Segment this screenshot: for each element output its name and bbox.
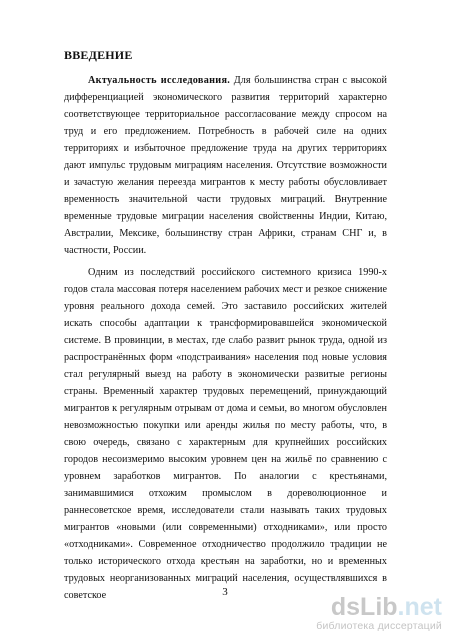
paragraph-2-text: Одним из последствий российского системного кризиса 1990-х годов стала массовая потеря населением рабочих мест и резкое снижение уровня реального дохода семей. Это заставило российских жителей искать способы адаптации к трансформировавшейся экономической системе. В провинции, в местах, где слабо развит рынок труда, одной из распространённых форм «подстраивания» населения под новые условия стал регулярный выезд на работу в экономически развитые регионы страны. Временный характер трудовых перемещений, принуждающий мигрантов к регулярным отрывам от дома и семьи, во многом обусловлен невозможностью покупки или аренды жилья по месту работы, что, в свою очередь, связано с характерным для крупнейших российских городов несоизмеримо высоким уровнем цен на жильё по сравнению с уровнем заработков мигрантов. По аналогии с крестьянами, занимавшимися отхожим промыслом в дореволюционное и раннесоветское время, исследователи стали называть таких трудовых мигрантов «новыми (или современными) отходниками», или просто «отходниками». Современное отходничество продолжило традиции не только исторического отхода крестьян на заработки, но и временных трудовых неорганизованных миграций населения, осуществлявшихся в советское: [64, 266, 387, 602]
page-number: 3: [222, 586, 228, 598]
watermark-logo-text: [292, 595, 442, 620]
watermark-logo-tld: .net: [397, 593, 442, 621]
watermark-subtitle: библиотека диссертаций: [316, 620, 442, 632]
paragraph-lead: Актуальность исследования.: [88, 75, 231, 86]
watermark-logo: [292, 595, 442, 632]
body-text: [64, 72, 387, 604]
watermark-logo-main: dsLib: [330, 593, 398, 621]
paragraph-1-text: Для большинства стран с высокой дифференциацией экономического развития территорий характерно соответствующее территориальное рассогласование между спросом на труд и его предложением. Потребность в рабочей силе на одних территориях и избыточное предложение труда на других территориях дают импульс трудовым миграциям населения. Отсутствие возможности и зачастую желания переезда мигрантов к месту работы обусловливает временность значительной части трудовых миграций. Внутренние временные трудовые миграции населения свойственны Индии, Китаю, Австралии, Мексике, большинству стран Африки, странам СНГ и, в частности, России.: [64, 75, 387, 257]
section-heading: ВВЕДЕНИЕ: [64, 48, 133, 62]
paragraph-1: [64, 72, 387, 260]
paragraph-2: [64, 264, 387, 605]
